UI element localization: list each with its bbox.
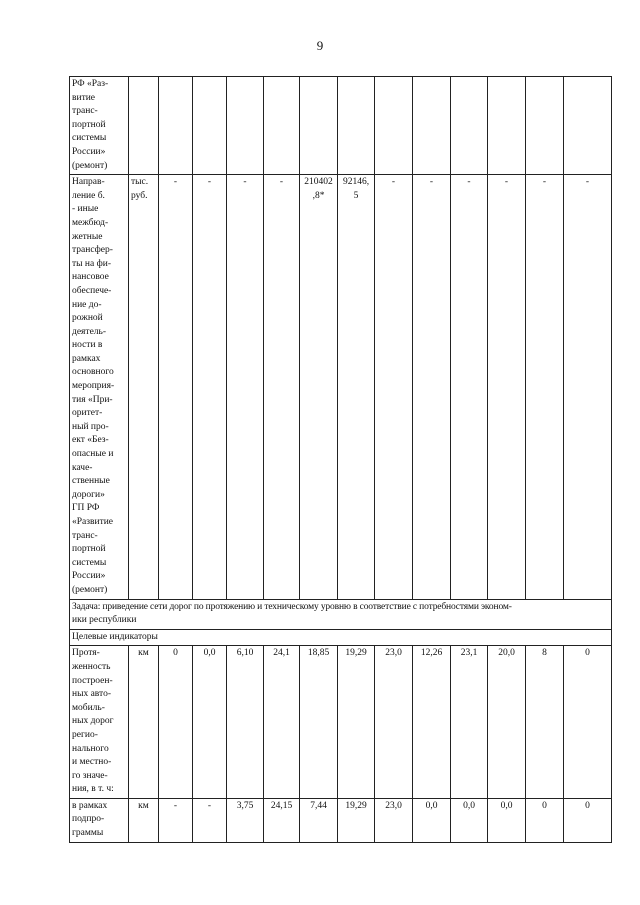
value-cell: - xyxy=(227,175,264,599)
value-cell xyxy=(159,77,193,175)
table-row xyxy=(70,175,612,599)
value-cell: 20,0 xyxy=(488,646,526,799)
value-cell: 24,1 xyxy=(264,646,300,799)
value-cell: 18,85 xyxy=(300,646,338,799)
table-row xyxy=(70,646,612,799)
value-cell: 0,0 xyxy=(451,798,488,842)
table-row xyxy=(70,798,612,842)
task-row xyxy=(70,599,612,629)
value-cell: 6,10 xyxy=(227,646,264,799)
row-name-cell: Протя- женность построен- ных авто- мобиль- ных дорог регио- нального и местно- го значе- ния, в т. ч: xyxy=(70,646,129,799)
indicator-table xyxy=(69,76,612,843)
value-cell xyxy=(300,77,338,175)
page-number: 9 xyxy=(316,38,324,53)
value-cell xyxy=(526,77,564,175)
value-cell xyxy=(564,77,612,175)
value-cell: 23,0 xyxy=(375,798,413,842)
value-cell xyxy=(193,77,227,175)
task-text-line: ики республики xyxy=(72,615,137,626)
value-cell: - xyxy=(526,175,564,599)
task-cell xyxy=(70,599,612,629)
value-cell xyxy=(413,77,451,175)
value-cell: 19,29 xyxy=(338,646,375,799)
value-cell: 0,0 xyxy=(413,798,451,842)
value-cell xyxy=(375,77,413,175)
indicators-header-row xyxy=(70,629,612,646)
unit-cell: км xyxy=(129,798,159,842)
value-cell: 0,0 xyxy=(488,798,526,842)
indicators-heading: Целевые индикаторы xyxy=(70,629,612,646)
value-cell xyxy=(488,77,526,175)
value-cell: 0 xyxy=(159,646,193,799)
value-cell: - xyxy=(193,798,227,842)
value-cell: 0 xyxy=(564,798,612,842)
value-cell: 19,29 xyxy=(338,798,375,842)
unit-cell xyxy=(129,77,159,175)
value-cell: 0 xyxy=(564,646,612,799)
value-cell: 12,26 xyxy=(413,646,451,799)
row-name-cell: Направ- ление б. - иные межбюд- жетные трансфер- ты на фи- нансовое обеспече- ние до- рожной деятель- ности в рамках основного мероприя- тия «При- оритет- ный про- ект «Без- опасные и каче- ственные дороги» ГП РФ «Развитие транс- портной системы России» (ремонт) xyxy=(70,175,129,599)
value-cell: - xyxy=(264,175,300,599)
unit-cell: км xyxy=(129,646,159,799)
row-name-cell: в рамках подпро- граммы xyxy=(70,798,129,842)
value-cell: - xyxy=(375,175,413,599)
value-cell: - xyxy=(413,175,451,599)
task-text-line: Задача: приведение сети дорог по протяжению и техническому уровню в соответствие с потребностями эконом- xyxy=(72,601,512,612)
value-cell: 3,75 xyxy=(227,798,264,842)
value-cell: 23,1 xyxy=(451,646,488,799)
value-cell: - xyxy=(193,175,227,599)
value-cell: 24,15 xyxy=(264,798,300,842)
value-cell: - xyxy=(451,175,488,599)
value-cell: - xyxy=(159,175,193,599)
value-cell xyxy=(227,77,264,175)
value-cell xyxy=(451,77,488,175)
value-cell: 7,44 xyxy=(300,798,338,842)
value-cell: - xyxy=(159,798,193,842)
value-cell xyxy=(264,77,300,175)
value-cell: 8 xyxy=(526,646,564,799)
value-cell: - xyxy=(564,175,612,599)
value-cell: 0 xyxy=(526,798,564,842)
value-cell xyxy=(338,77,375,175)
value-cell: 92146, 5 xyxy=(338,175,375,599)
table-row xyxy=(70,77,612,175)
value-cell: 0,0 xyxy=(193,646,227,799)
value-cell: 210402 ,8* xyxy=(300,175,338,599)
unit-cell: тыс. руб. xyxy=(129,175,159,599)
value-cell: 23,0 xyxy=(375,646,413,799)
value-cell: - xyxy=(488,175,526,599)
row-name-cell: РФ «Раз- витие транс- портной системы России» (ремонт) xyxy=(70,77,129,175)
